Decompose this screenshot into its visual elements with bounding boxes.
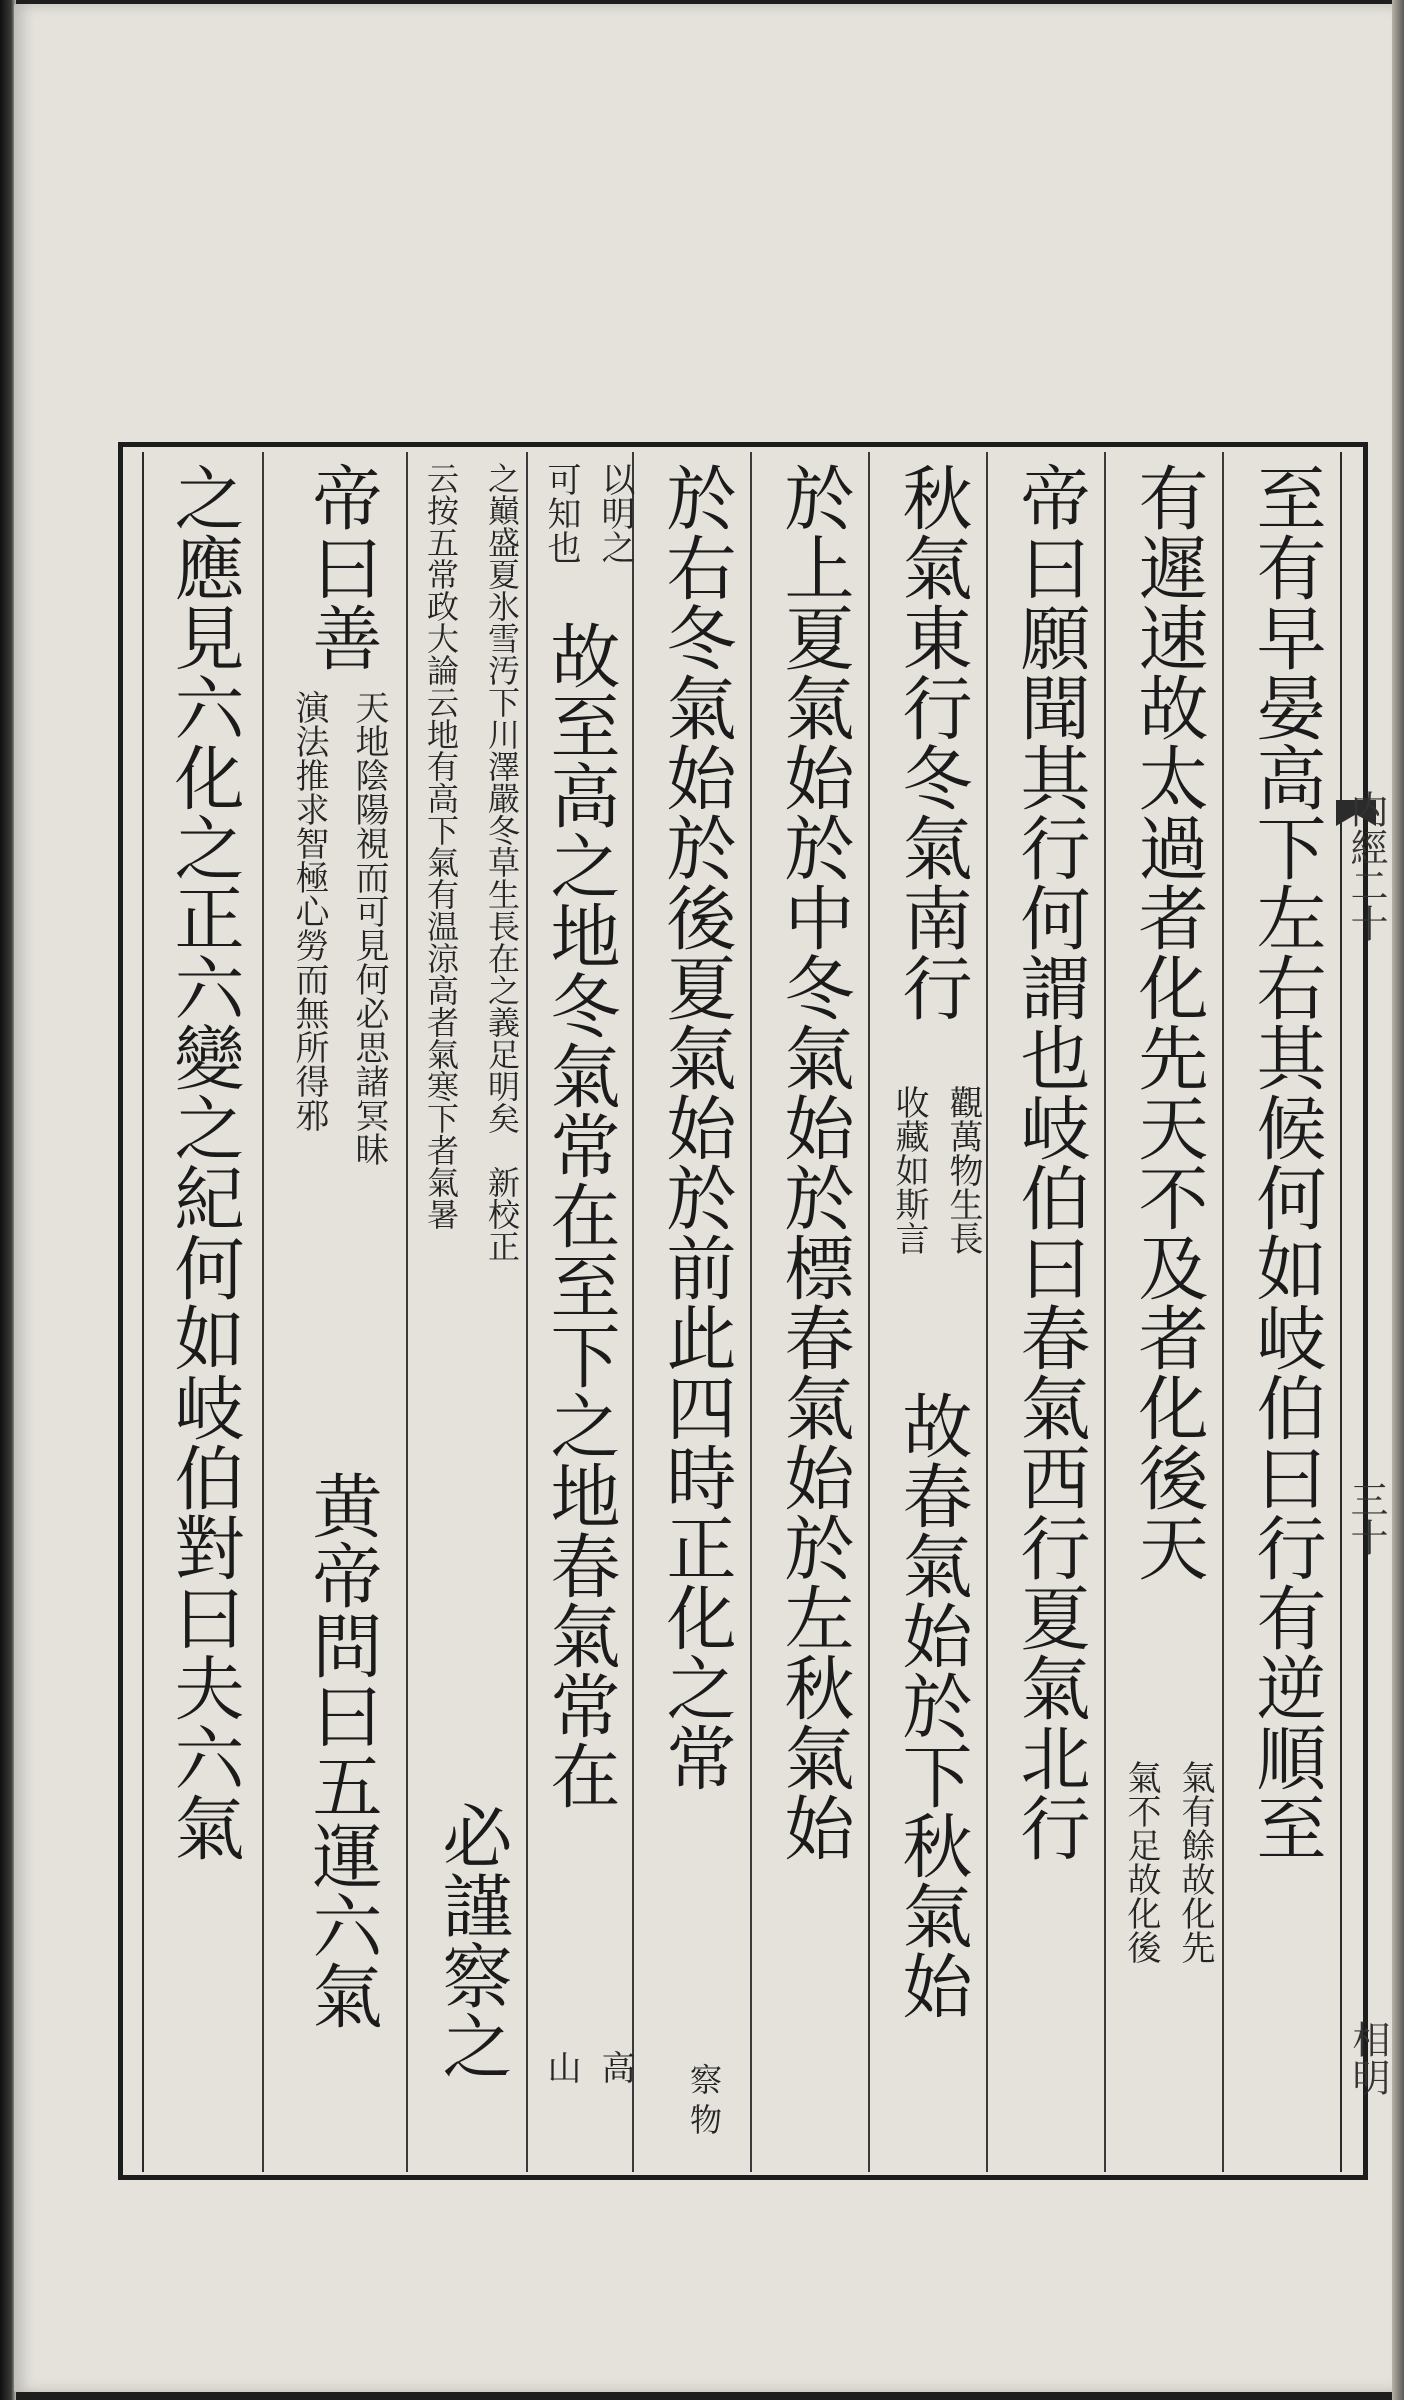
annotation-column-2 — [1110, 1760, 1222, 2160]
column-rule — [262, 452, 264, 2172]
text-column-8: 必謹察之 — [431, 1800, 513, 2080]
text-column-9: 帝曰善 — [301, 462, 383, 672]
column-rule — [406, 452, 408, 2172]
annotation-line: 山 — [541, 2050, 581, 2084]
margin-mark: 相明 — [1346, 2020, 1390, 2096]
text-column-7: 故至高之地冬氣常在至下之地春氣常在 — [539, 620, 621, 1810]
margin-book-title: 内經二十 — [1344, 790, 1388, 942]
annotation-column-9 — [276, 690, 396, 1470]
text-column-4: 秋氣東行冬氣南行 — [891, 462, 973, 1022]
text-column-6: 於右冬氣始於後夏氣始於前此四時正化之常 — [655, 462, 737, 1792]
annotation-line: 云按五常政大論云地有高下氣有温涼高者氣寒下者氣暑 — [422, 462, 460, 1230]
text-column-1: 至有早晏高下左右其候何如岐伯曰行有逆順至 — [1245, 462, 1327, 1862]
annotation-column-7-tail — [530, 2050, 642, 2160]
annotation-line: 收藏如斯言 — [889, 1085, 929, 1255]
text-column-3: 帝曰願聞其行何謂也岐伯曰春氣西行夏氣北行 — [1009, 462, 1091, 1862]
annotation-line: 氣不足故化後 — [1121, 1760, 1161, 1964]
annotation-column-4 — [878, 1085, 990, 1405]
annotation-line: 可知也 — [541, 462, 581, 564]
annotation-line: 觀萬物生長 — [943, 1085, 983, 1255]
annotation-line: 氣有餘故化先 — [1175, 1760, 1215, 1964]
text-column-4b: 故春氣始於下秋氣始 — [891, 1390, 973, 2020]
annotation-column-8 — [410, 462, 532, 1782]
margin-page-number: 三十 — [1344, 1480, 1388, 1556]
annotation-line: 演法推求智極心勞而無所得邪 — [289, 690, 329, 1132]
annotation-line: 以明之 — [595, 462, 635, 564]
text-column-10: 之應見六化之正六變之紀何如岐伯對曰夫六氣 — [163, 462, 245, 1862]
annotation-column-6: 察物 — [690, 2061, 723, 2139]
text-column-5: 於上夏氣始於中冬氣始於標春氣始於左秋氣始 — [773, 462, 855, 1862]
annotation-line: 之巔盛夏氷雪汚下川澤嚴冬草生長在之義足明矣 新校正 — [483, 462, 521, 1262]
annotation-column-7-head — [530, 462, 642, 642]
annotation-line: 天地陰陽視而可見何必思諸冥昧 — [349, 690, 389, 1166]
annotation-line: 高 — [595, 2050, 635, 2084]
text-column-9b: 黄帝問曰五運六氣 — [301, 1470, 383, 2030]
text-column-2: 有遲速故太過者化先天不及者化後天 — [1127, 462, 1209, 1582]
